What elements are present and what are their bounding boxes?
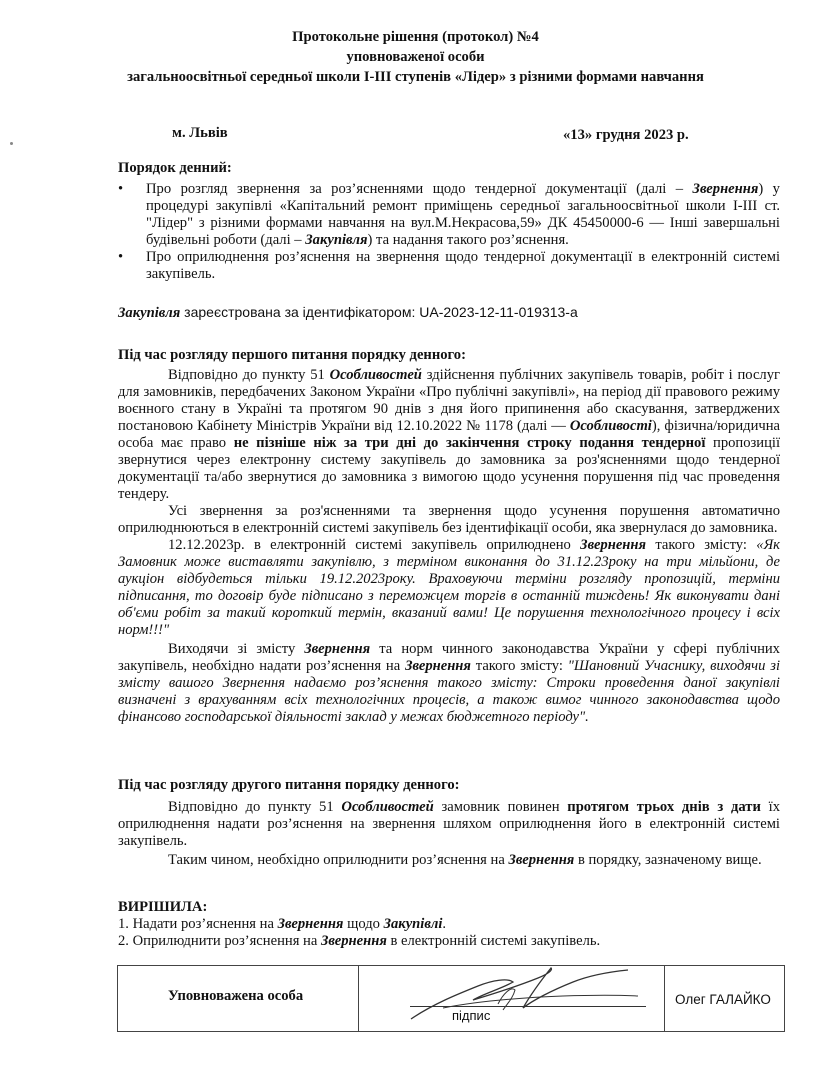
decision-item-2 <box>118 933 780 950</box>
agenda-section <box>118 160 780 283</box>
d2-term: Звернення <box>321 933 387 949</box>
fp1-term-osoblyvosti: Особливостей <box>329 367 422 383</box>
second-question-section <box>118 777 780 869</box>
d1-a: 1. Надати роз’яснення на <box>118 916 278 932</box>
sp1-term: Особливостей <box>341 799 434 815</box>
document-date: «13» грудня 2023 р. <box>563 127 689 143</box>
second-question-heading: Під час розгляду другого питання порядку денного: <box>118 777 460 793</box>
second-paragraph-2 <box>118 852 780 869</box>
registration-term: Закупівля <box>118 305 181 321</box>
fp1-c: здійснення публічних закупівель товарів, робіт і послуг для замовників, передбачених Законом України «Про публічні закупівлі», на період дії правового режиму воєнного стану в Україні та протягом 90 днів з дня його припинення або скасування, затверджених постановою Кабінету Міністрів України від 12.10.2022 № 1178 (далі — <box>118 367 780 434</box>
agenda-item-1-text-c: ) у процедурі закупівлі «Капітальний ремонт приміщень середньої загальноосвітньої школи І-ІІІ ст. "Лідер" з різними формами навчання на вул.М.Некрасова,59» ДК 45450000-6 — Інші завершальні будівельні роботи (далі – <box>146 181 780 248</box>
d1-term: Звернення <box>277 916 344 932</box>
fp4-a: Виходячи зі змісту <box>168 641 305 657</box>
fp1-a: Відповідно до пункту 51 <box>168 367 330 383</box>
fp4-e: такого змісту: <box>470 658 568 674</box>
agenda-item-1-text-a: Про розгляд звернення за роз’ясненнями щодо тендерної документації (далі – <box>146 181 693 197</box>
first-paragraph-3 <box>118 537 780 639</box>
agenda-item-1 <box>118 181 780 249</box>
document-title: Протокольне рішення (протокол) №4 <box>292 29 539 45</box>
second-paragraph-1 <box>118 799 780 850</box>
decision-section <box>118 899 780 950</box>
signature-role-cell <box>118 966 359 1031</box>
fp1-e: ), фізична/юридична особа має право <box>118 418 781 451</box>
signature-caption: підпис <box>452 1008 491 1023</box>
first-paragraph-4 <box>118 641 780 726</box>
fp3-quote: «Як Замовник може виставляти закупівлю, з терміном виконання до 31.12.23року на три мільйони, де аукціон відбудеться тільки 19.12.2023року. Враховуючи терміни розгляду пропозицій, терміни підписання, то договір буде підписано з переможцем торгів в останній тиждень! Як виконувати дані об'єми робіт за такий короткий термін, вказаний вами! Це порушення технологічного процесу і всіх норм!!!" <box>118 537 780 638</box>
fp4-answer: "Шановний Учаснику, виходячи зі змісту вашого Звернення надаємо роз’яснення такого змісту: Строки проведення даної закупівлі визначені з врахуванням всіх технологічних процесів, а також вимог чинного законодавства щодо фінансово господарської діяльності заклад у межах бюджетного періоду". <box>118 658 780 725</box>
first-paragraph-1 <box>118 367 780 503</box>
signature-role: Уповноважена особа <box>168 988 304 1004</box>
signer-name: Олег ГАЛАЙКО <box>675 992 771 1007</box>
sp1-e: їх оприлюднення надати роз’яснення на звернення шляхом оприлюднення його в електронній системі закупівель. <box>118 799 780 849</box>
fp3-term: Звернення <box>580 537 647 553</box>
d1-c: щодо <box>343 916 384 932</box>
handwritten-signature <box>403 964 643 1024</box>
signature-line <box>410 1006 646 1007</box>
fp3-a: 12.12.2023р. в електронній системі закупівель оприлюднено <box>168 537 581 553</box>
sp2-term: Звернення <box>508 852 575 868</box>
sp1-c: замовник повинен <box>433 799 568 815</box>
school-name: загальноосвітньої середньої школи І-ІІІ ступенів «Лідер» з різними формами навчання <box>127 69 704 85</box>
d1-e: . <box>442 916 447 932</box>
fp4-term-2: Звернення <box>405 658 471 674</box>
fp1-term-osoblyvosti-2: Особливості <box>569 418 652 434</box>
first-paragraph-2: Усі звернення за роз'ясненнями та звернення щодо усунення порушення автоматично оприлюднюються в електронній системі закупівель без ідентифікації особи, яка звернулася до замовника. <box>118 503 780 536</box>
signature-table <box>117 965 785 1032</box>
fp1-g: пропозиції звернутися через електронну систему закупівель до замовника за роз'ясненнями щодо тендерної документації та/або звернутися до замовника з вимогою щодо усунення порушення під час проведення тендеру. <box>118 435 781 502</box>
d2-c: в електронній системі закупівель. <box>386 933 601 949</box>
sp1-a: Відповідно до пункту 51 <box>168 799 342 815</box>
fp4-term: Звернення <box>304 641 371 657</box>
agenda-item-2: • Про оприлюднення роз’яснення на звернення щодо тендерної документації в електронній системі закупівель. <box>118 249 780 283</box>
agenda-item-1-term-zvernennia: Звернення <box>692 181 759 197</box>
agenda-heading: Порядок денний: <box>118 160 232 176</box>
d1-term-2: Закупівлі <box>383 916 443 932</box>
agenda-item-1-text-e: ) та надання такого роз’яснення. <box>367 232 569 248</box>
decision-item-1 <box>118 916 780 933</box>
sp1-deadline: протягом трьох днів з дати <box>567 799 761 815</box>
sp2-c: в порядку, зазначеному вище. <box>574 852 762 868</box>
fp4-c: та норм чинного законодавства України у сфері публічних закупівель, необхідно надати роз’яснення на <box>118 641 780 674</box>
place: м. Львів <box>172 125 228 141</box>
fp3-c: такого змісту: <box>646 537 757 553</box>
first-question-heading: Під час розгляду першого питання порядку денного: <box>118 347 466 363</box>
fp1-deadline: не пізніше ніж за три дні до закінчення строку подання тендерної <box>233 435 706 451</box>
registration-id: зареєстрована за ідентифікатором: UA-2023-12-11-019313-a <box>180 304 578 320</box>
sp2-a: Таким чином, необхідно оприлюднити роз’яснення на <box>168 852 509 868</box>
d2-a: 2. Оприлюднити роз’яснення на <box>118 933 321 949</box>
document-subtitle: уповноваженої особи <box>346 49 485 65</box>
margin-dot <box>10 142 13 145</box>
registration-line <box>118 304 780 322</box>
agenda-item-1-term-zakupivlia: Закупівля <box>305 232 368 248</box>
first-question-section <box>118 347 780 726</box>
signature-name-cell <box>664 966 785 1031</box>
decision-heading: ВИРІШИЛА: <box>118 899 208 915</box>
